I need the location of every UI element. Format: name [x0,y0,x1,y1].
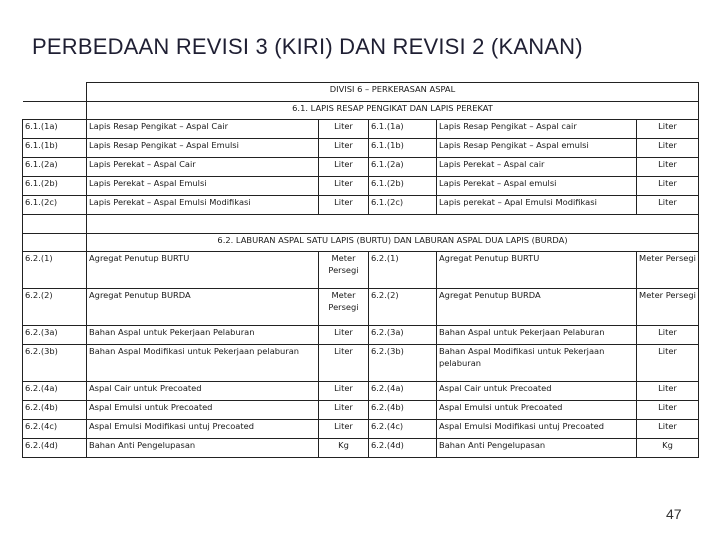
right-code-cell: 6.2.(1) [369,252,437,289]
left-description-cell: Lapis Perekat – Aspal Emulsi Modifikasi [87,196,319,215]
page-title: PERBEDAAN REVISI 3 (KIRI) DAN REVISI 2 (KANAN) [32,34,583,59]
left-unit-cell: Liter [319,401,369,420]
left-unit-cell: Liter [319,345,369,382]
table-row [23,158,699,177]
right-unit-cell: Liter [637,382,699,401]
right-description-cell: Lapis Perekat – Aspal cair [437,158,637,177]
table-row [23,326,699,345]
right-code-cell: 6.1.(1a) [369,120,437,139]
table-row [23,139,699,158]
left-description-cell: Lapis Resap Pengikat – Aspal Emulsi [87,139,319,158]
section-number: 6.1. [292,103,308,113]
left-description-cell: Bahan Anti Pengelupasan [87,439,319,458]
right-description-cell: Lapis Resap Pengikat – Aspal emulsi [437,139,637,158]
right-unit-cell: Liter [637,158,699,177]
table-row [23,345,699,382]
right-description-cell: Agregat Penutup BURDA [437,289,637,326]
left-unit-cell: Liter [319,420,369,439]
table-row [23,420,699,439]
blank-cell [23,215,87,234]
left-description-cell: Lapis Perekat – Aspal Cair [87,158,319,177]
left-description-cell: Bahan Aspal Modifikasi untuk Pekerjaan pelaburan [87,345,319,382]
section-header-row [23,102,699,120]
right-code-cell: 6.2.(4c) [369,420,437,439]
left-code-cell: 6.2.(3a) [23,326,87,345]
section-title: LABURAN ASPAL SATU LAPIS (BURTU) DAN LABURAN ASPAL DUA LAPIS (BURDA) [233,235,568,245]
section-number: 6.2. [217,235,234,245]
right-unit-cell: Liter [637,177,699,196]
right-description-cell: Aspal Emulsi untuk Precoated [437,401,637,420]
right-description-cell: Agregat Penutup BURTU [437,252,637,289]
table-row [23,177,699,196]
right-unit-cell: Meter Persegi [637,289,699,326]
left-code-cell: 6.1.(1a) [23,120,87,139]
left-description-cell: Agregat Penutup BURTU [87,252,319,289]
right-code-cell: 6.2.(2) [369,289,437,326]
left-code-cell: 6.2.(1) [23,252,87,289]
blank-cell [23,102,87,120]
left-code-cell: 6.2.(4b) [23,401,87,420]
right-unit-cell: Meter Persegi [637,252,699,289]
left-code-cell: 6.1.(2b) [23,177,87,196]
right-code-cell: 6.2.(4b) [369,401,437,420]
table-row [23,382,699,401]
left-unit-cell: Liter [319,120,369,139]
right-description-cell: Bahan Anti Pengelupasan [437,439,637,458]
left-unit-cell: Liter [319,326,369,345]
right-unit-cell: Liter [637,401,699,420]
right-description-cell: Bahan Aspal Modifikasi untuk Pekerjaan pelaburan [437,345,637,382]
left-code-cell: 6.2.(4d) [23,439,87,458]
section-title: LAPIS RESAP PENGIKAT DAN LAPIS PEREKAT [308,103,493,113]
right-unit-cell: Liter [637,420,699,439]
left-unit-cell: Meter Persegi [319,252,369,289]
right-description-cell: Lapis Resap Pengikat – Aspal cair [437,120,637,139]
left-description-cell: Aspal Cair untuk Precoated [87,382,319,401]
left-code-cell: 6.2.(4c) [23,420,87,439]
table-row [23,120,699,139]
table-row [23,439,699,458]
right-unit-cell: Liter [637,120,699,139]
left-description-cell: Aspal Emulsi untuk Precoated [87,401,319,420]
table-row [23,252,699,289]
right-unit-cell: Kg [637,439,699,458]
section-header [87,102,699,120]
right-code-cell: 6.2.(4d) [369,439,437,458]
right-description-cell: Bahan Aspal untuk Pekerjaan Pelaburan [437,326,637,345]
left-description-cell: Lapis Resap Pengikat – Aspal Cair [87,120,319,139]
left-description-cell: Lapis Perekat – Aspal Emulsi [87,177,319,196]
table-row [23,401,699,420]
left-code-cell: 6.1.(1b) [23,139,87,158]
comparison-table [22,82,699,458]
left-code-cell: 6.2.(2) [23,289,87,326]
right-code-cell: 6.2.(3a) [369,326,437,345]
right-code-cell: 6.1.(2b) [369,177,437,196]
left-unit-cell: Meter Persegi [319,289,369,326]
table-row [23,289,699,326]
division-header: DIVISI 6 – PERKERASAN ASPAL [87,83,699,102]
left-description-cell: Bahan Aspal untuk Pekerjaan Pelaburan [87,326,319,345]
left-unit-cell: Liter [319,382,369,401]
page-number: 47 [666,506,682,522]
left-description-cell: Aspal Emulsi Modifikasi untuj Precoated [87,420,319,439]
blank-cell [87,215,699,234]
right-code-cell: 6.1.(2a) [369,158,437,177]
right-code-cell: 6.1.(2c) [369,196,437,215]
spacer-row [23,215,699,234]
right-description-cell: Aspal Emulsi Modifikasi untuj Precoated [437,420,637,439]
right-unit-cell: Liter [637,326,699,345]
right-code-cell: 6.2.(4a) [369,382,437,401]
left-code-cell: 6.1.(2c) [23,196,87,215]
left-description-cell: Agregat Penutup BURDA [87,289,319,326]
section-header-row [23,234,699,252]
left-unit-cell: Liter [319,158,369,177]
blank-cell [23,234,87,252]
left-unit-cell: Liter [319,196,369,215]
left-code-cell: 6.1.(2a) [23,158,87,177]
right-code-cell: 6.1.(1b) [369,139,437,158]
left-unit-cell: Liter [319,177,369,196]
right-unit-cell: Liter [637,139,699,158]
left-code-cell: 6.2.(4a) [23,382,87,401]
right-unit-cell: Liter [637,345,699,382]
left-unit-cell: Kg [319,439,369,458]
blank-cell [23,83,87,102]
section-header [87,234,699,252]
right-code-cell: 6.2.(3b) [369,345,437,382]
comparison-table-body [23,83,699,458]
table-row [23,196,699,215]
right-description-cell: Lapis Perekat – Aspal emulsi [437,177,637,196]
division-header-row [23,83,699,102]
left-unit-cell: Liter [319,139,369,158]
left-code-cell: 6.2.(3b) [23,345,87,382]
right-unit-cell: Liter [637,196,699,215]
right-description-cell: Aspal Cair untuk Precoated [437,382,637,401]
right-description-cell: Lapis perekat – Apal Emulsi Modifikasi [437,196,637,215]
